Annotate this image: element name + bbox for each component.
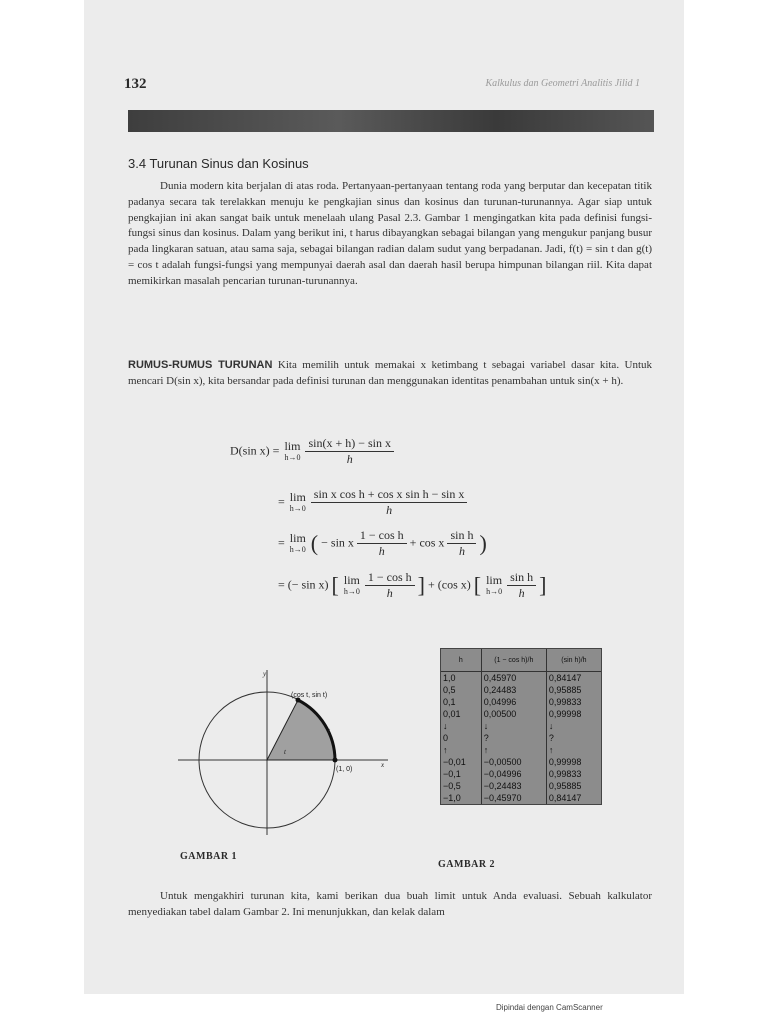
fraction: $\frac{\text{1 − cos h}}{h}$: [357, 528, 407, 559]
term: − sin x: [321, 535, 354, 550]
table-cell: 0,1: [441, 696, 481, 708]
term: + cos x: [409, 535, 445, 550]
bracket-open: [: [473, 572, 482, 598]
table-cell: 0,99833: [548, 769, 582, 779]
table-cell: 0,84147: [548, 793, 582, 803]
figure-1-caption: GAMBAR 1: [180, 851, 238, 862]
term: + (cos x): [427, 577, 471, 592]
table-header-cell: (1 − cos h)/h: [481, 649, 546, 672]
table-cell: −1,0: [441, 792, 481, 804]
equation-line-4: [278, 570, 546, 601]
paragraph-intro: [128, 179, 652, 290]
table-cell: 0,01: [441, 708, 481, 720]
limit-operator: lim h→0: [343, 572, 360, 596]
arc-label: t: [328, 727, 330, 735]
paragraph-derivative-rules: [128, 358, 652, 390]
table-row: [441, 708, 601, 720]
y-axis-label: y: [263, 670, 267, 678]
unit-circle-figure: [178, 660, 398, 840]
table-row: [441, 684, 601, 696]
table-row: [441, 696, 601, 708]
table-cell: −0,01: [441, 756, 481, 768]
page-number: 132: [124, 76, 147, 92]
x-axis-label: x: [381, 761, 385, 769]
bracket-open: [: [331, 572, 339, 598]
paragraph-rules-text: Kita memilih untuk memakai x ketimbang t sebagai variabel dasar kita. Untuk mencari D(sin x), kita bersandar pada definisi turunan dan menggunakan identitas penambahan untuk sin(x + h).: [128, 359, 652, 387]
table-cell: 0,84147: [548, 673, 582, 683]
table-cell: −0,04996: [481, 768, 546, 780]
equals-sign: =: [278, 577, 285, 592]
table-cell: ↑: [548, 745, 554, 755]
table-cell: 0,00500: [481, 708, 546, 720]
book-page: [84, 0, 684, 994]
angle-label: t: [284, 748, 286, 756]
table-cell: ↑: [481, 744, 546, 756]
equals-sign: =: [278, 494, 285, 509]
fraction: $\frac{\text{sin(x + h) − sin x}}{h}$: [305, 436, 394, 467]
sector: [267, 700, 335, 760]
table-cell: −0,1: [441, 768, 481, 780]
fraction: $\frac{\text{sin h}}{h}$: [507, 570, 536, 601]
term: (− sin x): [287, 577, 329, 592]
equals-sign: =: [278, 535, 285, 550]
table-cell: ↓: [548, 721, 554, 731]
point-label: (cos t, sin t): [291, 692, 328, 699]
table-row: [441, 780, 601, 792]
point-one-zero: [333, 758, 338, 763]
equation-lhs: D(sin x) =: [230, 443, 280, 458]
unit-label: (1, 0): [336, 766, 353, 773]
paragraph-intro-text: Dunia modern kita berjalan di atas roda. Pertanyaan-pertanyaan tentang roda yang berputar dan kecepatan titik padanya secara tak terelakkan menuju ke pengkajian sinus dan kosinus dan turunan-turunannya. Agar siap untuk pengkajian ini akan sangat baik untuk menelaah ulang Pasal 2.3. Gambar 1 mengingatkan kita pada definisi fungsi-fungsi sinus dan kosinus. Dalam yang berikut ini, t harus dibayangkan sebagai bilangan yang mengukur panjang busur pada lingkaran satuan, atau sama saja, sebagai bilangan radian dalam sudut yang berpadanan. Jadi, f(t) = sin t dan g(t) = cos t adalah fungsi-fungsi yang mempunyai daerah asal dan daerah hasil berupa himpunan bilangan riil. Kita dapat memikirkan masalah pencarian turunan-turunannya.: [128, 180, 652, 287]
table-cell: ↓: [481, 720, 546, 732]
paren-open: (: [310, 530, 319, 556]
table-cell: −0,45970: [481, 792, 546, 804]
limit-operator: lim h→0: [486, 572, 503, 596]
table-cell: ?: [481, 732, 546, 744]
table-cell: 0: [441, 732, 481, 744]
table-cell: 0,95885: [548, 685, 582, 695]
table-row: [441, 744, 601, 756]
table-cell: −0,5: [441, 780, 481, 792]
table-row: [441, 768, 601, 780]
table-cell: 1,0: [441, 672, 481, 685]
table-cell: 0,45970: [481, 672, 546, 685]
table-cell: −0,24483: [481, 780, 546, 792]
table-row: [441, 732, 601, 744]
limit-operator: lim h→0: [289, 489, 306, 513]
bracket-close: ]: [539, 572, 547, 598]
equation-line-1: [230, 436, 394, 467]
limit-operator: lim h→0: [284, 438, 301, 462]
paragraph-heading: RUMUS-RUMUS TURUNAN: [128, 359, 273, 371]
section-title: 3.4 Turunan Sinus dan Kosinus: [128, 156, 309, 171]
running-head: Kalkulus dan Geometri Analitis Jilid 1: [485, 78, 640, 89]
table-header-row: [441, 649, 601, 672]
fraction: $\frac{\text{sin h}}{h}$: [447, 528, 476, 559]
table-cell: ?: [548, 733, 554, 743]
table-row: [441, 672, 601, 685]
table-cell: 0,5: [441, 684, 481, 696]
table-cell: 0,95885: [548, 781, 582, 791]
equation-line-3: [278, 528, 487, 559]
table-row: [441, 792, 601, 804]
limit-table: [440, 648, 602, 805]
table-cell: 0,24483: [481, 684, 546, 696]
table-cell: 0,99833: [548, 697, 582, 707]
limit-operator: lim h→0: [289, 530, 306, 554]
table-row: [441, 720, 601, 732]
table-header-cell: (sin h)/h: [546, 649, 601, 672]
equation-line-2: [278, 487, 467, 518]
table-body: [441, 672, 601, 805]
table-cell: −0,00500: [481, 756, 546, 768]
table-cell: 0,99998: [548, 709, 582, 719]
fraction: $\frac{\text{sin x cos h + cos x sin h − sin x}}{h}$: [311, 487, 468, 518]
paragraph-closing: [128, 889, 652, 921]
table-header-cell: h: [441, 649, 481, 672]
table-cell: 0,04996: [481, 696, 546, 708]
table-cell: ↓: [441, 720, 481, 732]
paren-close: ): [479, 530, 487, 556]
paragraph-closing-text: Untuk mengakhiri turunan kita, kami berikan dua buah limit untuk Anda evaluasi. Sebuah kalkulator menyediakan tabel dalam Gambar 2. Ini menunjukkan, dan kelak dalam: [128, 890, 652, 918]
bracket-close: ]: [417, 572, 425, 598]
fraction: $\frac{\text{1 − cos h}}{h}$: [365, 570, 415, 601]
table-cell: ↑: [441, 744, 481, 756]
table-row: [441, 756, 601, 768]
figure-2-caption: GAMBAR 2: [438, 859, 496, 870]
scanner-watermark: Dipindai dengan CamScanner: [496, 1003, 603, 1012]
table-cell: 0,99998: [548, 757, 582, 767]
header-bar: [128, 110, 654, 132]
